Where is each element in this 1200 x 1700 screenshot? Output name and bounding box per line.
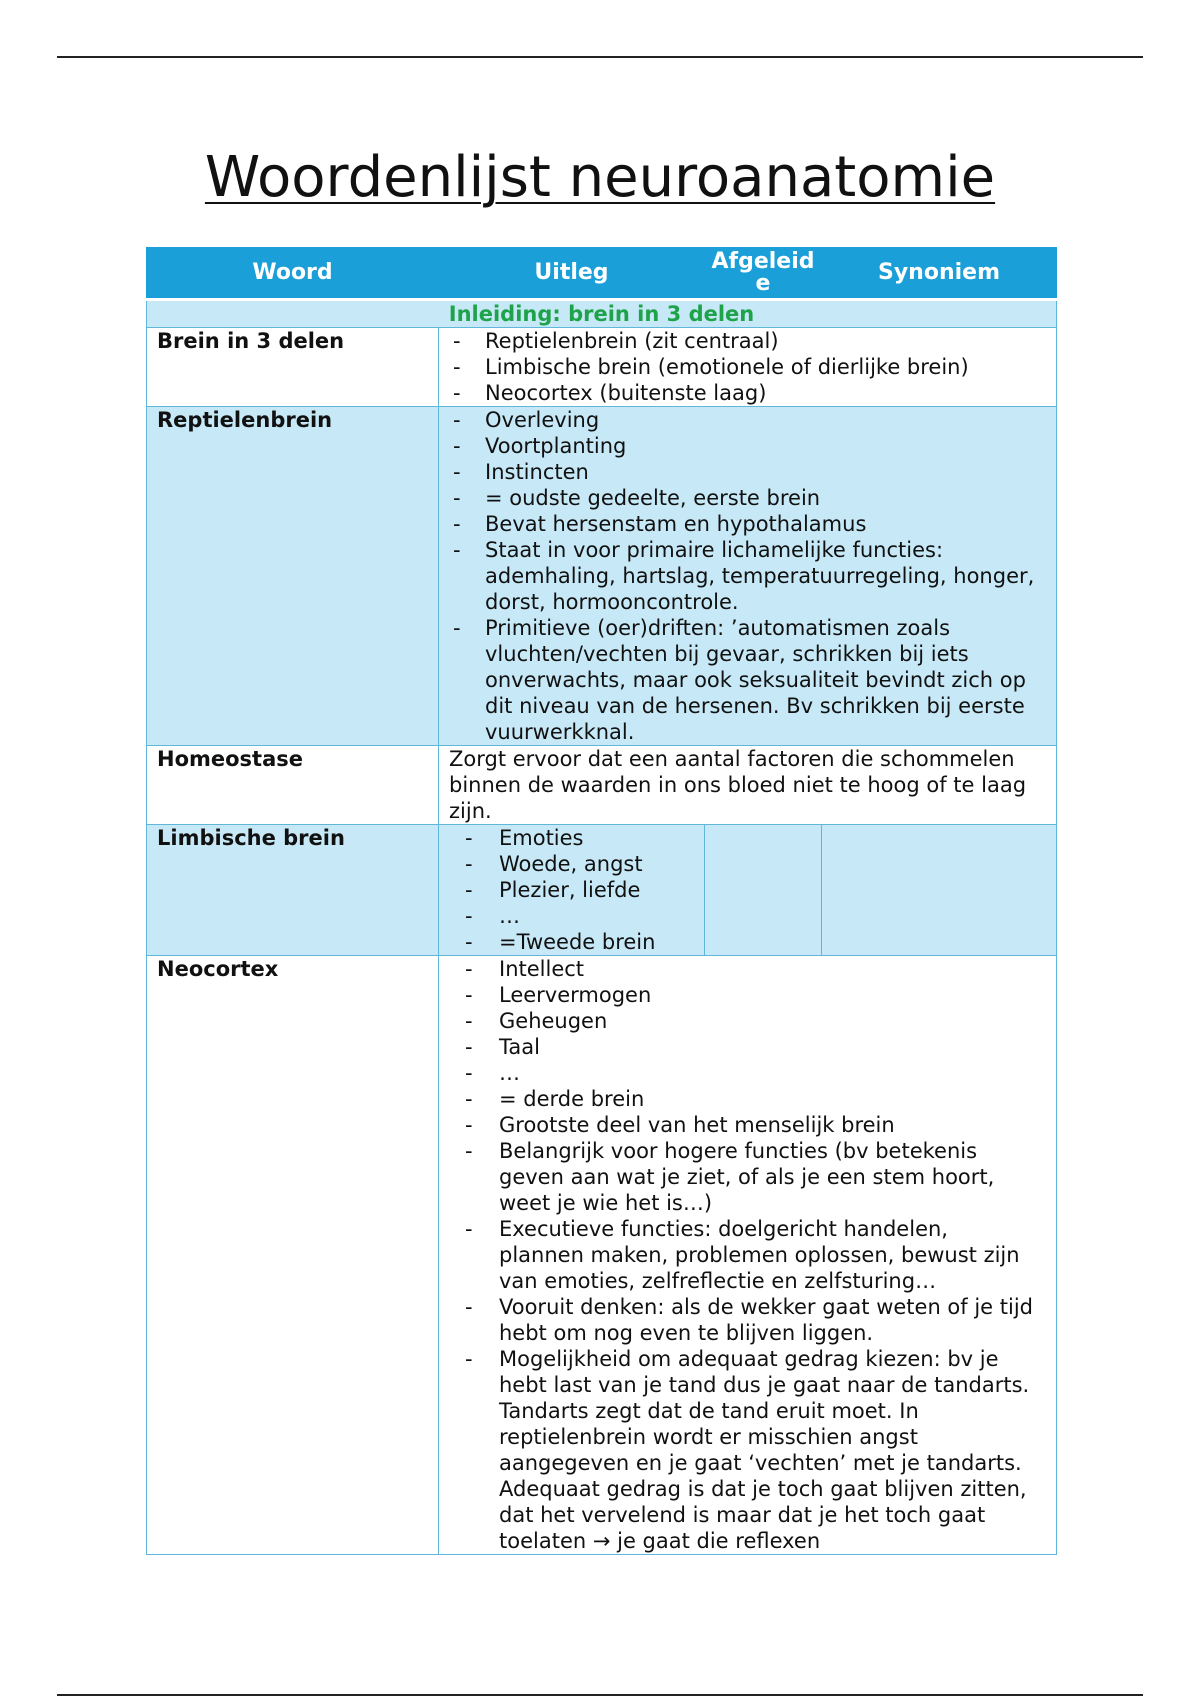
list-item: - Limbische brein (emotionele of dierlijke brein) (449, 354, 1056, 380)
list-item: - Intellect (449, 956, 1036, 982)
bullet-list (449, 956, 1036, 1554)
table-row (147, 328, 1057, 407)
explanation-cell (439, 825, 705, 956)
glossary-table (146, 247, 1057, 1555)
bullet-list (449, 825, 704, 955)
table-row (147, 956, 1057, 1555)
list-item: - = oudste gedeelte, eerste brein (449, 485, 1036, 511)
list-item: - Plezier, liefde (449, 877, 704, 903)
list-item: - Taal (449, 1034, 1036, 1060)
explanation-cell (439, 328, 1057, 407)
bullet-list (449, 328, 1056, 406)
explanation-cell: Zorgt ervoor dat een aantal factoren die schommelen binnen de waarden in ons bloed niet te hoog of te laag zijn. (439, 746, 1057, 825)
explanation-cell (439, 407, 1057, 746)
synonym-cell (822, 825, 1057, 956)
table-row (147, 746, 1057, 825)
list-item: - Mogelijkheid om adequaat gedrag kiezen: bv je hebt last van je tand dus je gaat naar de tandarts. Tandarts zegt dat de tand eruit moet. In reptielenbrein wordt er misschien angst aangegeven en je gaat ‘vechten’ met je tandarts. Adequaat gedrag is dat je toch gaat blijven zitten, dat het vervelend is maar dat je het toch gaat toelaten → je gaat die reflexen (449, 1346, 1036, 1554)
list-item: - Belangrijk voor hogere functies (bv betekenis geven aan wat je ziet, of als je een stem hoort, weet je wie het is…) (449, 1138, 1036, 1216)
list-item: - Voortplanting (449, 433, 1036, 459)
term-cell: Homeostase (147, 746, 439, 825)
derived-cell (705, 825, 822, 956)
page-title: Woordenlijst neuroanatomie (204, 145, 996, 210)
list-item: - Bevat hersenstam en hypothalamus (449, 511, 1036, 537)
list-item: - Reptielenbrein (zit centraal) (449, 328, 1056, 354)
header-synoniem: Synoniem (822, 248, 1057, 300)
term-cell: Neocortex (147, 956, 439, 1555)
list-item: - … (449, 903, 704, 929)
table-header-row (147, 248, 1057, 300)
list-item: - Emoties (449, 825, 704, 851)
list-item: - = derde brein (449, 1086, 1036, 1112)
explanation-cell (439, 956, 1057, 1555)
section-row (147, 300, 1057, 328)
table-row (147, 407, 1057, 746)
list-item: - Primitieve (oer)driften: ’automatismen zoals vluchten/vechten bij gevaar, schrikken bij iets onverwachts, maar ook seksualiteit bevindt zich op dit niveau van de hersenen. Bv schrikken bij eerste vuurwerkknal. (449, 615, 1036, 745)
list-item: - Geheugen (449, 1008, 1036, 1034)
list-item: - … (449, 1060, 1036, 1086)
bottom-rule (57, 1694, 1143, 1696)
list-item: - Neocortex (buitenste laag) (449, 380, 1056, 406)
header-afgeleide: Afgeleide (705, 248, 822, 300)
list-item: - Leervermogen (449, 982, 1036, 1008)
list-item: - Woede, angst (449, 851, 704, 877)
list-item: - Vooruit denken: als de wekker gaat weten of je tijd hebt om nog even te blijven liggen. (449, 1294, 1036, 1346)
top-rule (57, 56, 1143, 58)
list-item: - Overleving (449, 407, 1036, 433)
list-item: - =Tweede brein (449, 929, 704, 955)
header-woord: Woord (147, 248, 439, 300)
term-cell: Reptielenbrein (147, 407, 439, 746)
table-row (147, 825, 1057, 956)
section-title: Inleiding: brein in 3 delen (147, 300, 1057, 328)
bullet-list (449, 407, 1036, 745)
list-item: - Grootste deel van het menselijk brein (449, 1112, 1036, 1138)
term-cell: Brein in 3 delen (147, 328, 439, 407)
list-item: - Executieve functies: doelgericht handelen, plannen maken, problemen oplossen, bewust zijn van emoties, zelfreflectie en zelfsturing… (449, 1216, 1036, 1294)
list-item: - Instincten (449, 459, 1036, 485)
term-cell: Limbische brein (147, 825, 439, 956)
header-uitleg: Uitleg (439, 248, 705, 300)
list-item: - Staat in voor primaire lichamelijke functies: ademhaling, hartslag, temperatuurregeling, honger, dorst, hormooncontrole. (449, 537, 1036, 615)
